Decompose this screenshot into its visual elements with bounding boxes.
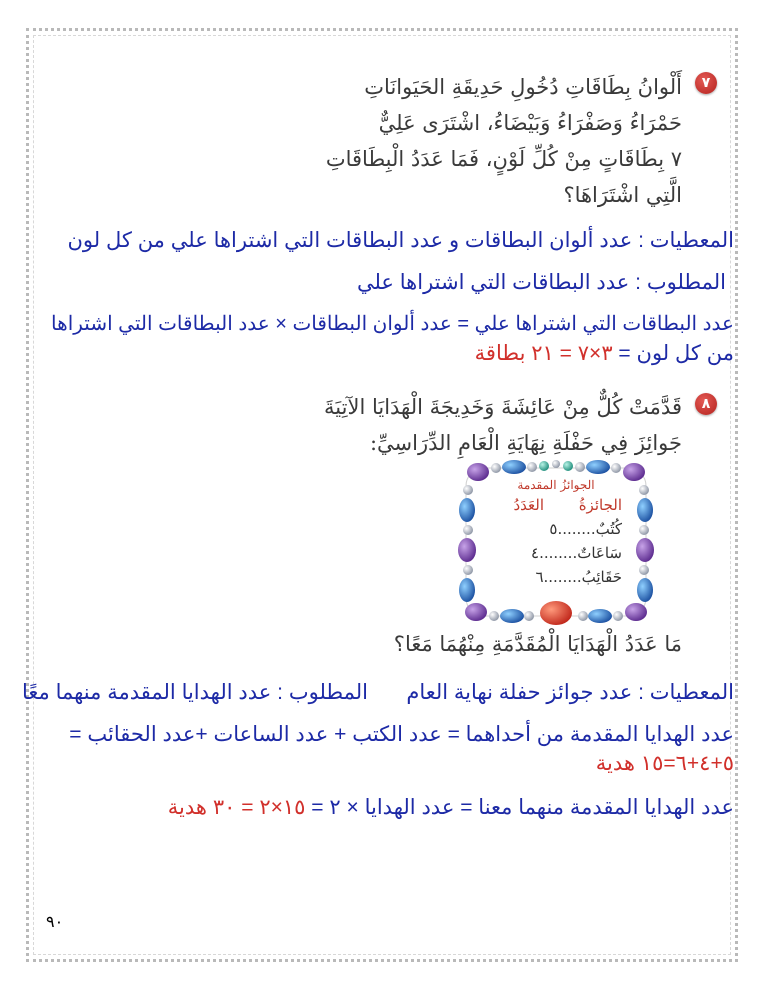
solution-7-required: المطلوب : عدد البطاقات التي اشتراها علي (356, 271, 726, 294)
problem-8-line: قَدَّمَتْ كُلٌّ مِنْ عَائِشَةَ وَخَدِيجَةَ الْهَدَايَا الآتِيَةَ (324, 395, 682, 419)
solution-7-cont-prefix: من كل لون = (612, 342, 734, 365)
solution-8-result-2: ١٥×٢ = ٣٠ هدية (167, 796, 306, 819)
prize-item: حَقَائِبُ (581, 568, 622, 586)
prize-col-prize: الجائزةُ (578, 496, 622, 514)
problem-8-line: جَوائِزَ فِي حَفْلَةِ نِهَايَةِ الْعَامِ الدِّرَاسِيِّ: (369, 431, 682, 455)
solution-7-result: ٣×٧ = ٢١ بطاقة (474, 342, 613, 365)
solution-7-given: المعطيات : عدد ألوان البطاقات و عدد البطاقات التي اشتراها علي من كل لون (67, 229, 734, 252)
solution-8-equation-2-line (168, 795, 734, 820)
problem-8-question: مَا عَدَدُ الْهَدَايَا الْمُقَدَّمَةِ مِنْهُمَا مَعًا؟ (393, 632, 682, 656)
solution-8-equation-2: عدد الهدايا المقدمة منهما معنا = عدد الهدايا × ٢ = (305, 796, 734, 819)
prize-count: ٦ (535, 568, 544, 586)
problem-7-line: الَّتِي اشْتَرَاهَا؟ (563, 183, 682, 207)
prize-row (531, 544, 622, 562)
problem-7-line: أَلْوانُ بِطَاقَاتِ دُخُولِ حَدِيقَةِ الحَيَوانَاتِ (364, 75, 682, 99)
solution-8-given: المعطيات : عدد جوائز حفلة نهاية العام (406, 681, 734, 704)
problem-7-line: ٧ بِطَاقَاتٍ مِنْ كُلِّ لَوْنٍ، فَمَا عَدَدُ الْبِطَاقَاتِ (325, 147, 682, 171)
prize-item: سَاعَاتٌ (577, 544, 622, 562)
prize-count: ٤ (531, 544, 540, 562)
solution-7-continuation (475, 341, 734, 366)
prize-row (549, 520, 622, 538)
problem-8-badge (695, 393, 717, 415)
prize-dots: ........ (543, 568, 582, 586)
problem-8-number: ٨ (701, 396, 711, 412)
solution-7-equation: عدد البطاقات التي اشتراها علي = عدد ألوان البطاقات × عدد البطاقات التي اشتراها (51, 313, 734, 335)
prize-dots: ........ (557, 520, 596, 538)
prize-col-count: العَدَدُ (513, 496, 544, 514)
prize-box-title: الجوائزُ المقدمة (517, 478, 595, 492)
problem-7-number: ٧ (701, 75, 711, 91)
solution-8-equation-1: عدد الهدايا المقدمة من أحداهما = عدد الكتب + عدد الساعات +عدد الحقائب = (69, 723, 734, 746)
solution-8-required: المطلوب : عدد الهدايا المقدمة منهما معًا (21, 681, 368, 704)
prize-row (535, 568, 622, 586)
prize-dots: ........ (539, 544, 578, 562)
problem-7-badge (695, 72, 717, 94)
prize-count: ٥ (549, 520, 558, 538)
solution-8-result-1: ٥+٤+٦=١٥ هدية (595, 752, 734, 775)
problem-7-text (326, 69, 682, 213)
prize-box (456, 458, 656, 626)
problem-7-line: حَمْرَاءُ وَصَفْرَاءُ وَبَيْضَاءُ، اشْتَرَى عَلِيٌّ (378, 111, 682, 135)
problem-8-text (324, 389, 682, 461)
prize-item: كُتُبٌ (595, 520, 622, 538)
page-number: ٩٠ (46, 914, 64, 931)
